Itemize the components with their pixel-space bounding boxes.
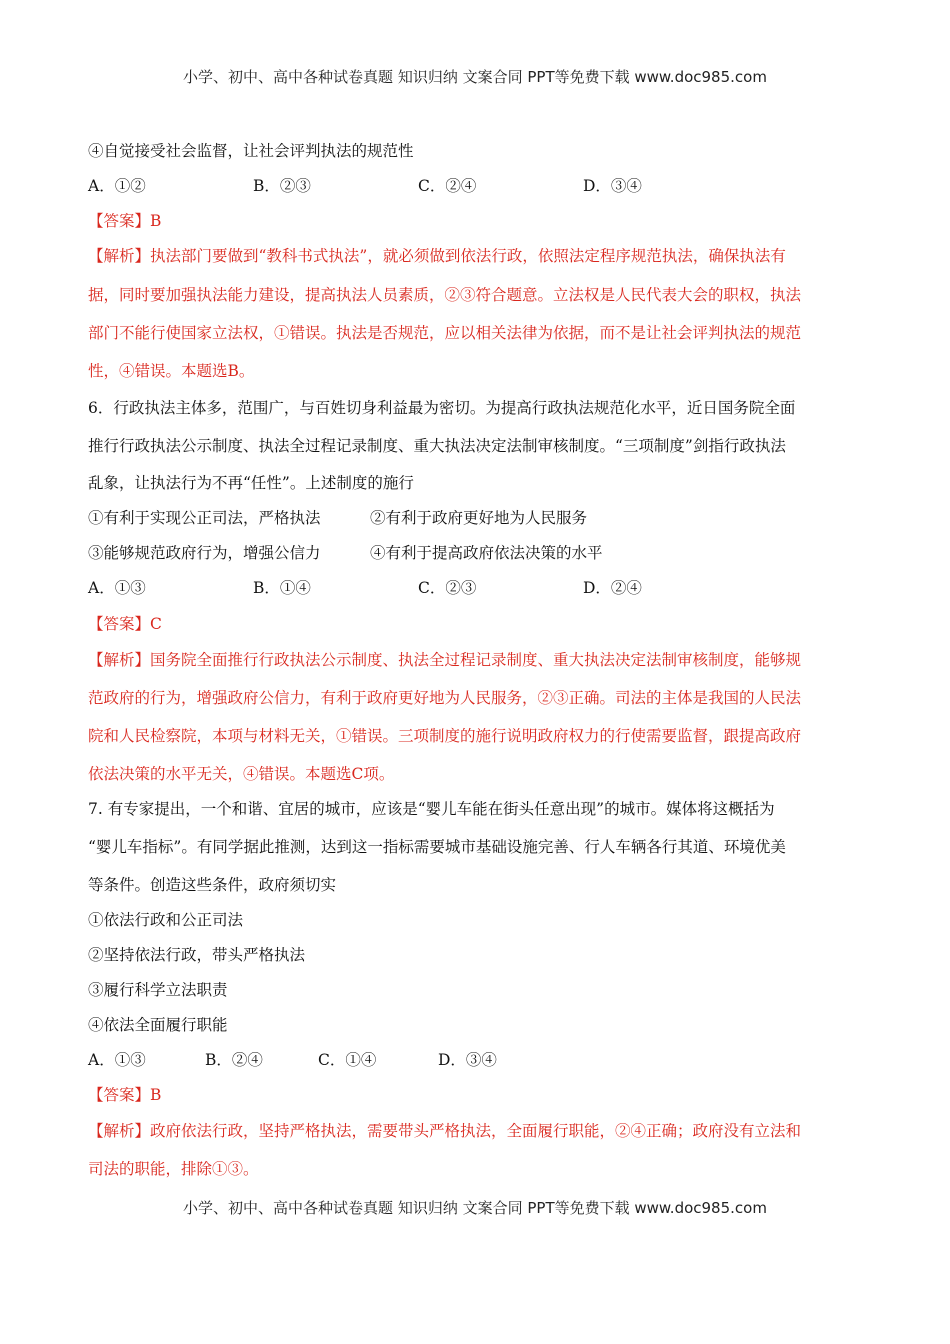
q7-item-1: ①依法行政和公正司法 xyxy=(88,911,244,929)
q6-item-2: ②有利于政府更好地为人民服务 xyxy=(370,509,588,527)
q7-analysis-line: 司法的职能，排除①③。 xyxy=(88,1160,259,1178)
q5-analysis-line: 性，④错误。本题选B。 xyxy=(88,362,255,380)
q7-item-2: ②坚持依法行政，带头严格执法 xyxy=(88,946,306,964)
q6-item-4: ④有利于提高政府依法决策的水平 xyxy=(370,544,603,562)
q7-analysis-line: 【解析】政府依法行政，坚持严格执法，需要带头严格执法，全面履行职能，②④正确；政府没有立法和 xyxy=(88,1122,802,1140)
q6-stem-line: 推行行政执法公示制度、执法全过程记录制度、重大执法决定法制审核制度。“三项制度”剑指行政执法 xyxy=(88,437,786,455)
q6-answer: 【答案】C xyxy=(88,615,162,633)
page-header: 小学、初中、高中各种试卷真题 知识归纳 文案合同 PPT等免费下载 www.doc985.com xyxy=(183,68,767,86)
q6-analysis-line: 范政府的行为，增强政府公信力，有利于政府更好地为人民服务，②③正确。司法的主体是我国的人民法 xyxy=(88,689,802,707)
q5-option-d: D．③④ xyxy=(583,177,642,195)
q6-stem-line: 6．行政执法主体多，范围广，与百姓切身利益最为密切。为提高行政执法规范化水平，近日国务院全面 xyxy=(88,399,796,417)
q6-option-c: C．②③ xyxy=(418,579,477,597)
q5-analysis-line: 据，同时要加强执法能力建设，提高执法人员素质，②③符合题意。立法权是人民代表大会的职权，执法 xyxy=(88,286,802,304)
q6-item-1: ①有利于实现公正司法，严格执法 xyxy=(88,509,321,527)
q7-option-a: A．①③ xyxy=(88,1051,146,1069)
q7-stem-line: 等条件。创造这些条件，政府须切实 xyxy=(88,876,337,894)
q6-item-3: ③能够规范政府行为，增强公信力 xyxy=(88,544,321,562)
q6-analysis-line: 院和人民检察院，本项与材料无关，①错误。三项制度的施行说明政府权力的行使需要监督，跟提高政府 xyxy=(88,727,802,745)
q7-answer: 【答案】B xyxy=(88,1086,162,1104)
q7-item-4: ④依法全面履行职能 xyxy=(88,1016,228,1034)
q7-option-d: D．③④ xyxy=(438,1051,497,1069)
q7-stem-line: “婴儿车指标”。有同学据此推测，达到这一指标需要城市基础设施完善、行人车辆各行其道、环境优美 xyxy=(88,838,786,856)
q5-analysis-line: 部门不能行使国家立法权，①错误。执法是否规范，应以相关法律为依据，而不是让社会评判执法的规范 xyxy=(88,324,802,342)
q6-analysis-line: 【解析】国务院全面推行行政执法公示制度、执法全过程记录制度、重大执法决定法制审核制度，能够规 xyxy=(88,651,802,669)
q5-option-a: A．①② xyxy=(88,177,146,195)
q6-stem-line: 乱象，让执法行为不再“任性”。上述制度的施行 xyxy=(88,474,414,492)
page-footer: 小学、初中、高中各种试卷真题 知识归纳 文案合同 PPT等免费下载 www.doc985.com xyxy=(183,1199,767,1217)
q6-option-a: A．①③ xyxy=(88,579,146,597)
q5-option-c: C．②④ xyxy=(418,177,477,195)
q6-option-d: D．②④ xyxy=(583,579,642,597)
q7-stem-line: 7. 有专家提出，一个和谐、宜居的城市，应该是“婴儿车能在街头任意出现”的城市。媒体将这概括为 xyxy=(88,800,775,818)
q5-item-4: ④自觉接受社会监督，让社会评判执法的规范性 xyxy=(88,142,414,160)
q5-analysis-line: 【解析】执法部门要做到“教科书式执法”，就必须做到依法行政，依照法定程序规范执法，确保执法有 xyxy=(88,247,786,265)
q7-option-c: C．①④ xyxy=(318,1051,377,1069)
q6-option-b: B．①④ xyxy=(253,579,311,597)
q5-option-b: B．②③ xyxy=(253,177,311,195)
q5-answer: 【答案】B xyxy=(88,212,162,230)
q6-analysis-line: 依法决策的水平无关，④错误。本题选C项。 xyxy=(88,765,395,783)
q7-item-3: ③履行科学立法职责 xyxy=(88,981,228,999)
q7-option-b: B．②④ xyxy=(205,1051,263,1069)
